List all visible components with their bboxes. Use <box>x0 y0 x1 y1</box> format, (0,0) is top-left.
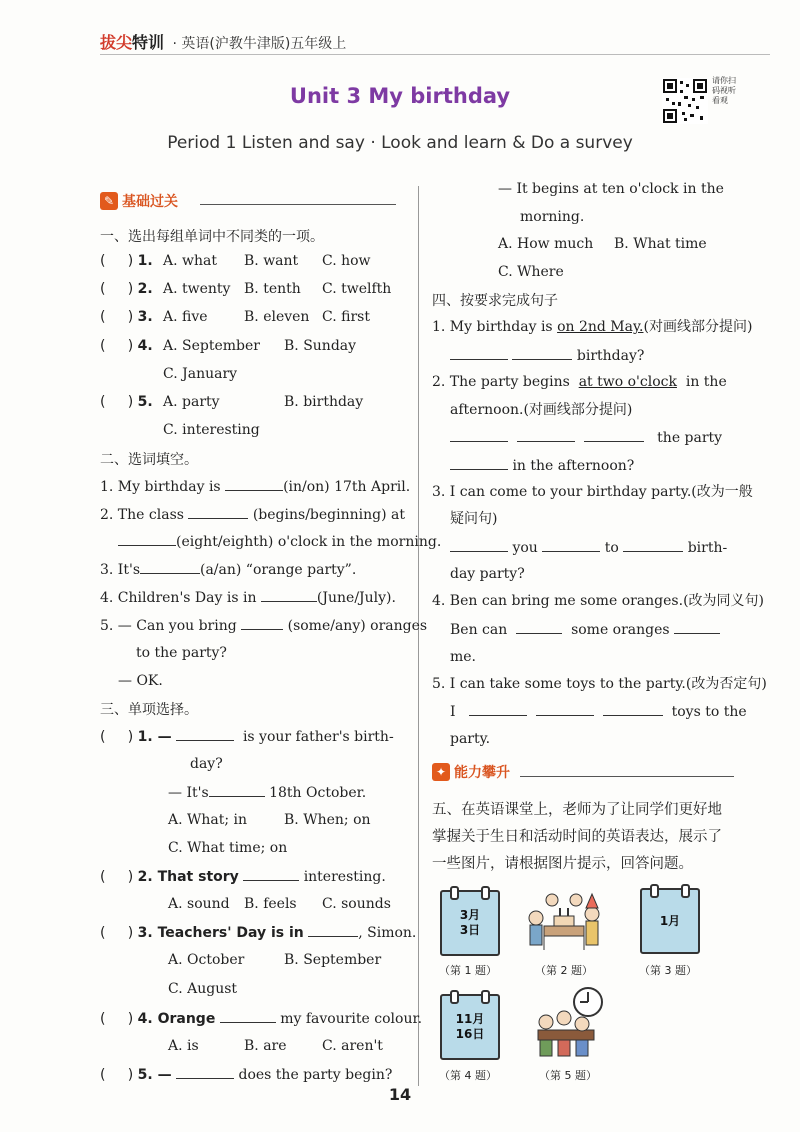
part4-q3-answer: you to birth- <box>450 537 727 558</box>
page-header <box>100 30 346 53</box>
period-title: Period 1 Listen and say · Look and learn & Do a survey <box>167 133 633 153</box>
part4-q2-answer-cont: in the afternoon? <box>450 455 634 476</box>
option[interactable]: C. first <box>322 309 370 325</box>
calendar-rings <box>450 886 490 900</box>
section-advanced-label: 能力攀升 <box>454 765 510 781</box>
option[interactable]: A. October <box>168 952 245 968</box>
option[interactable]: B. want <box>244 253 299 269</box>
answer-blank[interactable] <box>188 504 248 519</box>
rocket-icon: ✦ <box>432 763 450 781</box>
answer-blank[interactable] <box>450 345 508 360</box>
part1-heading: 一、选出每组单词中不同类的一项。 <box>100 229 324 245</box>
part1-q3: ( ) 3. <box>100 309 153 325</box>
option[interactable]: C. What time; on <box>168 840 288 856</box>
answer-blank[interactable] <box>516 619 562 634</box>
part1-q2: ( ) 2. <box>100 281 153 297</box>
part1-q1: ( ) 1. <box>100 253 153 269</box>
part4-q5-answer-cont: party. <box>450 731 491 747</box>
part5-line2: 掌握关于生日和活动时间的英语表达，展示了 <box>432 829 722 845</box>
option[interactable]: B. Sunday <box>284 338 357 354</box>
brand-name-2: 特训 <box>132 33 165 52</box>
answer-blank[interactable] <box>450 427 508 442</box>
caption-1: （第 1 题） <box>439 964 497 977</box>
book-subtitle: · 英语(沪教牛津版)五年级上 <box>172 36 347 52</box>
answer-blank[interactable] <box>536 701 594 716</box>
caption-2: （第 2 题） <box>535 964 593 977</box>
answer-blank[interactable] <box>469 701 527 716</box>
option[interactable]: A. What; in <box>168 812 248 828</box>
section-rule <box>520 776 734 777</box>
part2-q2: 2. The class (begins/beginning) at <box>100 504 405 525</box>
answer-blank[interactable] <box>241 615 283 630</box>
part2-q2-cont: (eight/eighth) o'clock in the morning. <box>118 531 441 552</box>
option[interactable]: C. aren't <box>322 1038 383 1054</box>
part4-heading: 四、按要求完成句子 <box>432 293 558 309</box>
part4-q3: 3. I can come to your birthday party.(改为一般 <box>432 484 753 500</box>
part1-q5: ( ) 5. <box>100 394 153 410</box>
part4-q4-answer-cont: me. <box>450 649 477 665</box>
calendar-icon-4 <box>440 994 500 1060</box>
option[interactable]: C. January <box>163 366 238 382</box>
answer-blank[interactable] <box>220 1008 276 1023</box>
calendar-rings <box>450 990 490 1004</box>
birthday-party-picture <box>524 888 604 956</box>
clock-party-picture <box>528 986 608 1062</box>
option[interactable]: A. is <box>168 1038 199 1054</box>
answer-blank[interactable] <box>209 782 265 797</box>
calendar-4-date: 11月 16日 <box>455 1012 485 1041</box>
pencil-icon: ✎ <box>100 192 118 210</box>
option[interactable]: A. party <box>163 394 220 410</box>
part3-q3: ( ) 3. Teachers' Day is in , Simon. <box>100 922 416 943</box>
option[interactable]: C. how <box>322 253 371 269</box>
part2-q3: 3. It's (a/an) “orange party”. <box>100 559 356 580</box>
part3-q5: ( ) 5. — does the party begin? <box>100 1064 392 1085</box>
part4-q1: 1. My birthday is on 2nd May.(对画线部分提问) <box>432 319 753 335</box>
option[interactable]: A. five <box>163 309 208 325</box>
answer-blank[interactable] <box>512 345 572 360</box>
option[interactable]: C. sounds <box>322 896 391 912</box>
part4-q2: 2. The party begins at two o'clock in the <box>432 374 727 390</box>
part4-q2-answer: the party <box>450 427 722 448</box>
part3-q1-reply: — It's 18th October. <box>168 782 366 803</box>
answer-blank[interactable] <box>308 922 358 937</box>
calendar-3-date: 1月 <box>659 913 681 928</box>
part3-q5-reply-cont: morning. <box>520 209 585 225</box>
part2-q5-answer: — OK. <box>118 673 163 689</box>
option[interactable]: A. September <box>163 338 260 354</box>
section-basic-label: 基础过关 <box>122 194 178 210</box>
part4-q3-cont: 疑问句) <box>450 511 498 527</box>
part3-q1: ( ) 1. — is your father's birth- <box>100 726 394 747</box>
option[interactable]: A. twenty <box>163 281 231 297</box>
part3-q1-cont: day? <box>190 756 223 772</box>
calendar-1-date: 3月 3日 <box>459 908 481 937</box>
answer-blank[interactable] <box>140 559 200 574</box>
section-basic-tag <box>100 191 178 211</box>
part2-q5-cont: to the party? <box>136 645 227 661</box>
answer-blank[interactable] <box>225 476 283 491</box>
qr-caption: 请你扫码视听看观 <box>712 76 736 105</box>
part4-q4-answer: Ben can some oranges <box>450 619 720 640</box>
option[interactable]: B. are <box>244 1038 287 1054</box>
part5-line1: 五、在英语课堂上，老师为了让同学们更好地 <box>432 802 722 818</box>
answer-blank[interactable] <box>623 537 683 552</box>
option[interactable]: C. twelfth <box>322 281 392 297</box>
answer-blank[interactable] <box>584 427 644 442</box>
caption-4: （第 4 题） <box>439 1069 497 1082</box>
part4-q5: 5. I can take some toys to the party.(改为否定句) <box>432 676 767 692</box>
option[interactable]: C. August <box>168 981 238 997</box>
part3-q4: ( ) 4. Orange my favourite colour. <box>100 1008 422 1029</box>
option[interactable]: B. What time <box>614 236 707 252</box>
part5-line3: 一些图片，请根据图片提示，回答问题。 <box>432 856 693 872</box>
answer-blank[interactable] <box>176 1064 234 1079</box>
part3-q2: ( ) 2. That story interesting. <box>100 866 386 887</box>
caption-5: （第 5 题） <box>539 1069 597 1082</box>
option[interactable]: B. eleven <box>244 309 310 325</box>
calendar-icon-3 <box>640 888 700 954</box>
option[interactable]: A. what <box>163 253 217 269</box>
part4-q5-answer: I toys to the <box>450 701 747 722</box>
part3-heading: 三、单项选择。 <box>100 702 198 718</box>
answer-blank[interactable] <box>603 701 663 716</box>
option[interactable]: C. Where <box>498 264 564 280</box>
qr-code-icon[interactable] <box>662 78 708 124</box>
answer-blank[interactable] <box>542 537 600 552</box>
option[interactable]: B. tenth <box>244 281 301 297</box>
option[interactable]: A. sound <box>168 896 230 912</box>
brand-name: 拔尖 <box>100 33 133 52</box>
answer-blank[interactable] <box>261 587 317 602</box>
option[interactable]: A. How much <box>498 236 594 252</box>
part4-q3-answer-cont: day party? <box>450 566 525 582</box>
answer-blank[interactable] <box>176 726 234 741</box>
answer-blank[interactable] <box>118 531 176 546</box>
answer-blank[interactable] <box>517 427 575 442</box>
part2-q5: 5. — Can you bring (some/any) oranges <box>100 615 427 636</box>
header-rule <box>100 54 770 55</box>
option[interactable]: B. birthday <box>284 394 364 410</box>
page-number: 14 <box>388 1085 412 1104</box>
part2-q1: 1. My birthday is (in/on) 17th April. <box>100 476 410 497</box>
part4-q4: 4. Ben can bring me some oranges.(改为同义句) <box>432 593 764 609</box>
section-advanced-tag <box>432 762 510 782</box>
option[interactable]: B. September <box>284 952 382 968</box>
answer-blank[interactable] <box>243 866 299 881</box>
part3-q5-reply: — It begins at ten o'clock in the <box>498 181 724 197</box>
part4-q2-cont: afternoon.(对画线部分提问) <box>450 402 633 418</box>
option[interactable]: B. When; on <box>284 812 371 828</box>
option[interactable]: B. feels <box>244 896 297 912</box>
calendar-icon-1 <box>440 890 500 956</box>
option[interactable]: C. interesting <box>163 422 260 438</box>
part1-q4: ( ) 4. <box>100 338 153 354</box>
answer-blank[interactable] <box>450 537 508 552</box>
part4-q1-answer: birthday? <box>450 345 644 366</box>
caption-3: （第 3 题） <box>639 964 697 977</box>
calendar-rings <box>650 884 690 898</box>
unit-title: Unit 3 My birthday <box>289 84 511 108</box>
answer-blank[interactable] <box>450 455 508 470</box>
answer-blank[interactable] <box>674 619 720 634</box>
column-divider <box>418 186 419 1086</box>
part2-heading: 二、选词填空。 <box>100 452 198 468</box>
section-rule <box>200 204 396 205</box>
part2-q4: 4. Children's Day is in (June/July). <box>100 587 396 608</box>
